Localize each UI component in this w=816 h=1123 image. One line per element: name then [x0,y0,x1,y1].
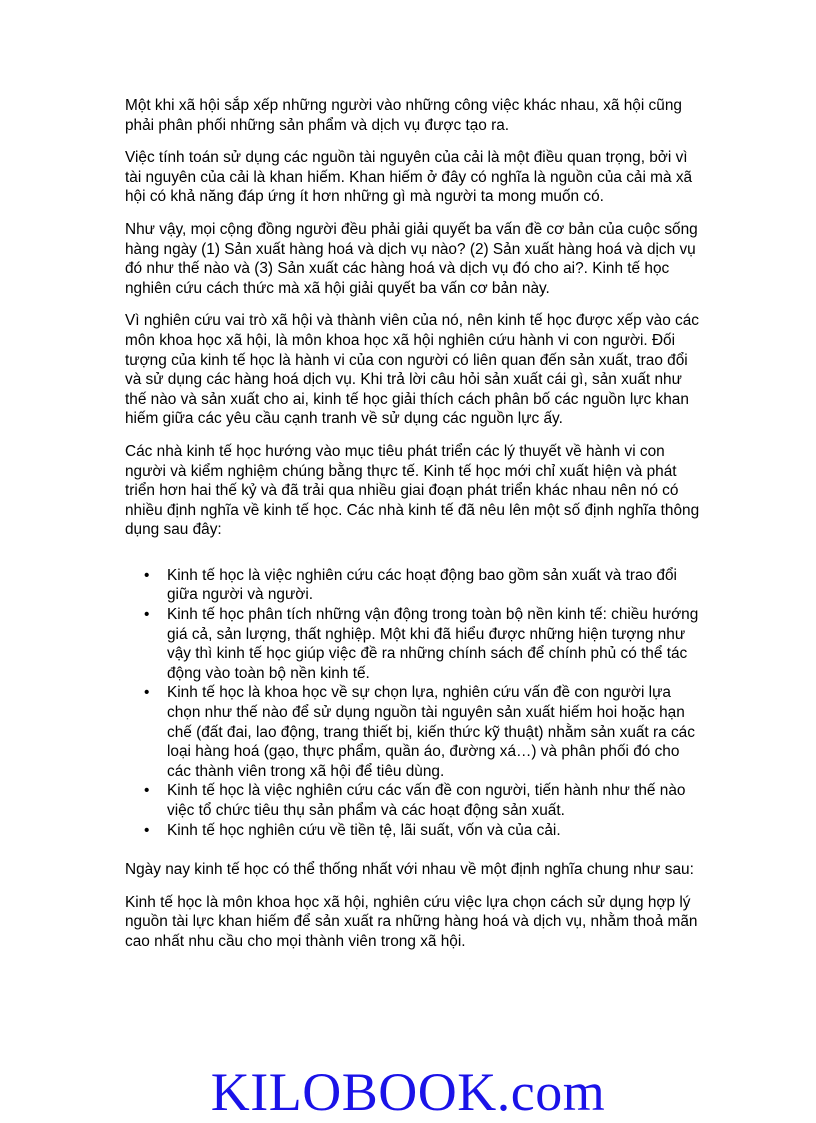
kilobook-logo-text: KILOBOOK.com [210,1062,606,1122]
paragraph-common-definition-intro: Ngày nay kinh tế học có thể thống nhất với nhau về một định nghĩa chung như sau: [125,861,694,879]
bullet-icon: • [144,684,150,702]
list-item [125,605,700,683]
bullet-icon: • [144,821,150,839]
bullet-icon: • [144,606,150,624]
list-item-text: Kinh tế học nghiên cứu về tiền tệ, lãi suất, vốn và của cải. [167,821,561,839]
bullet-icon: • [144,782,150,800]
paragraph-social-distribution: Một khi xã hội sắp xếp những người vào những công việc khác nhau, xã hội cũng phải phân phối những sản phẩm và dịch vụ được tạo ra. [125,97,682,134]
list-item [125,683,700,781]
list-item-text: Kinh tế học là việc nghiên cứu các hoạt động bao gồm sản xuất và trao đổi giữa người và người. [167,566,677,604]
list-item [125,821,700,841]
paragraph-three-basic-problems: Như vậy, mọi cộng đồng người đều phải giải quyết ba vấn đề cơ bản của cuộc sống hàng ngày (1) Sản xuất hàng hoá và dịch vụ nào? (2) Sản xuất hàng hoá và dịch vụ đó như thế nào và (3) Sản xuất các hàng hoá và dịch vụ đó cho ai?. Kinh tế học nghiên cứu cách thức mà xã hội giải quyết ba vấn cơ bản này. [125,220,698,297]
paragraph-common-definition: Kinh tế học là môn khoa học xã hội, nghiên cứu việc lựa chọn cách sử dụng hợp lý nguồn tài lực khan hiếm để sản xuất ra những hàng hoá và dịch vụ, nhằm thoả mãn cao nhất nhu cầu cho mọi thành viên trong xã hội. [125,893,698,950]
document-body [125,96,700,965]
list-item [125,566,700,605]
definitions-list [125,566,700,840]
paragraph-resource-scarcity: Việc tính toán sử dụng các nguồn tài nguyên của cải là một điều quan trọng, bởi vì tài nguyên của cải là khan hiếm. Khan hiếm ở đây có nghĩa là nguồn của cải mà xã hội có khả năng đáp ứng ít hơn những gì mà người ta mong muốn có. [125,149,693,206]
footer-watermark [0,1062,816,1122]
bullet-icon: • [144,566,150,584]
paragraph-definitions-intro: Các nhà kinh tế học hướng vào mục tiêu phát triển các lý thuyết về hành vi con người và kiểm nghiệm chúng bằng thực tế. Kinh tế học mới chỉ xuất hiện và phát triển hơn hai thế kỷ và đã trải qua nhiều giai đoạn phát triển khác nhau nên nó có nhiều định nghĩa về kinh tế học. Các nhà kinh tế đã nêu lên một số định nghĩa thông dụng sau đây: [125,442,700,539]
paragraph-social-science: Vì nghiên cứu vai trò xã hội và thành viên của nó, nên kinh tế học được xếp vào các môn khoa học xã hội, là môn khoa học xã hội nghiên cứu hành vi con người. Đối tượng của kinh tế học là hành vi của con người có liên quan đến sản xuất, trao đổi và sử dụng các hàng hoá dịch vụ. Khi trả lời câu hỏi sản xuất cái gì, sản xuất như thế nào và sản xuất cho ai, kinh tế học giải thích cách phân bố các nguồn lực khan hiếm giữa các yêu cầu cạnh tranh về sử dụng các nguồn lực ấy. [125,312,699,428]
list-item [125,781,700,820]
list-item-text: Kinh tế học là khoa học về sự chọn lựa, nghiên cứu vấn đề con người lựa chọn như thế nào để sử dụng nguồn tài nguyên sản xuất hiếm hoi hoặc hạn chế (đất đai, lao động, trang thiết bị, kiến thức kỹ thuật) nhằm sản xuất ra các loại hàng hoá (gạo, thực phẩm, quần áo, đường xá…) và phân phối đó cho các thành viên trong xã hội để tiêu dùng. [167,684,695,780]
list-item-text: Kinh tế học phân tích những vận động trong toàn bộ nền kinh tế: chiều hướng giá cả, sản lượng, thất nghiệp. Một khi đã hiểu được những hiện tượng như vậy thì kinh tế học giúp việc đề ra những chính sách để chính phủ có thể tác động vào toàn bộ nền kinh tế. [167,606,699,682]
list-item-text: Kinh tế học là việc nghiên cứu các vấn đề con người, tiến hành như thế nào việc tổ chức tiêu thụ sản phẩm và các hoạt động sản xuất. [167,782,686,819]
